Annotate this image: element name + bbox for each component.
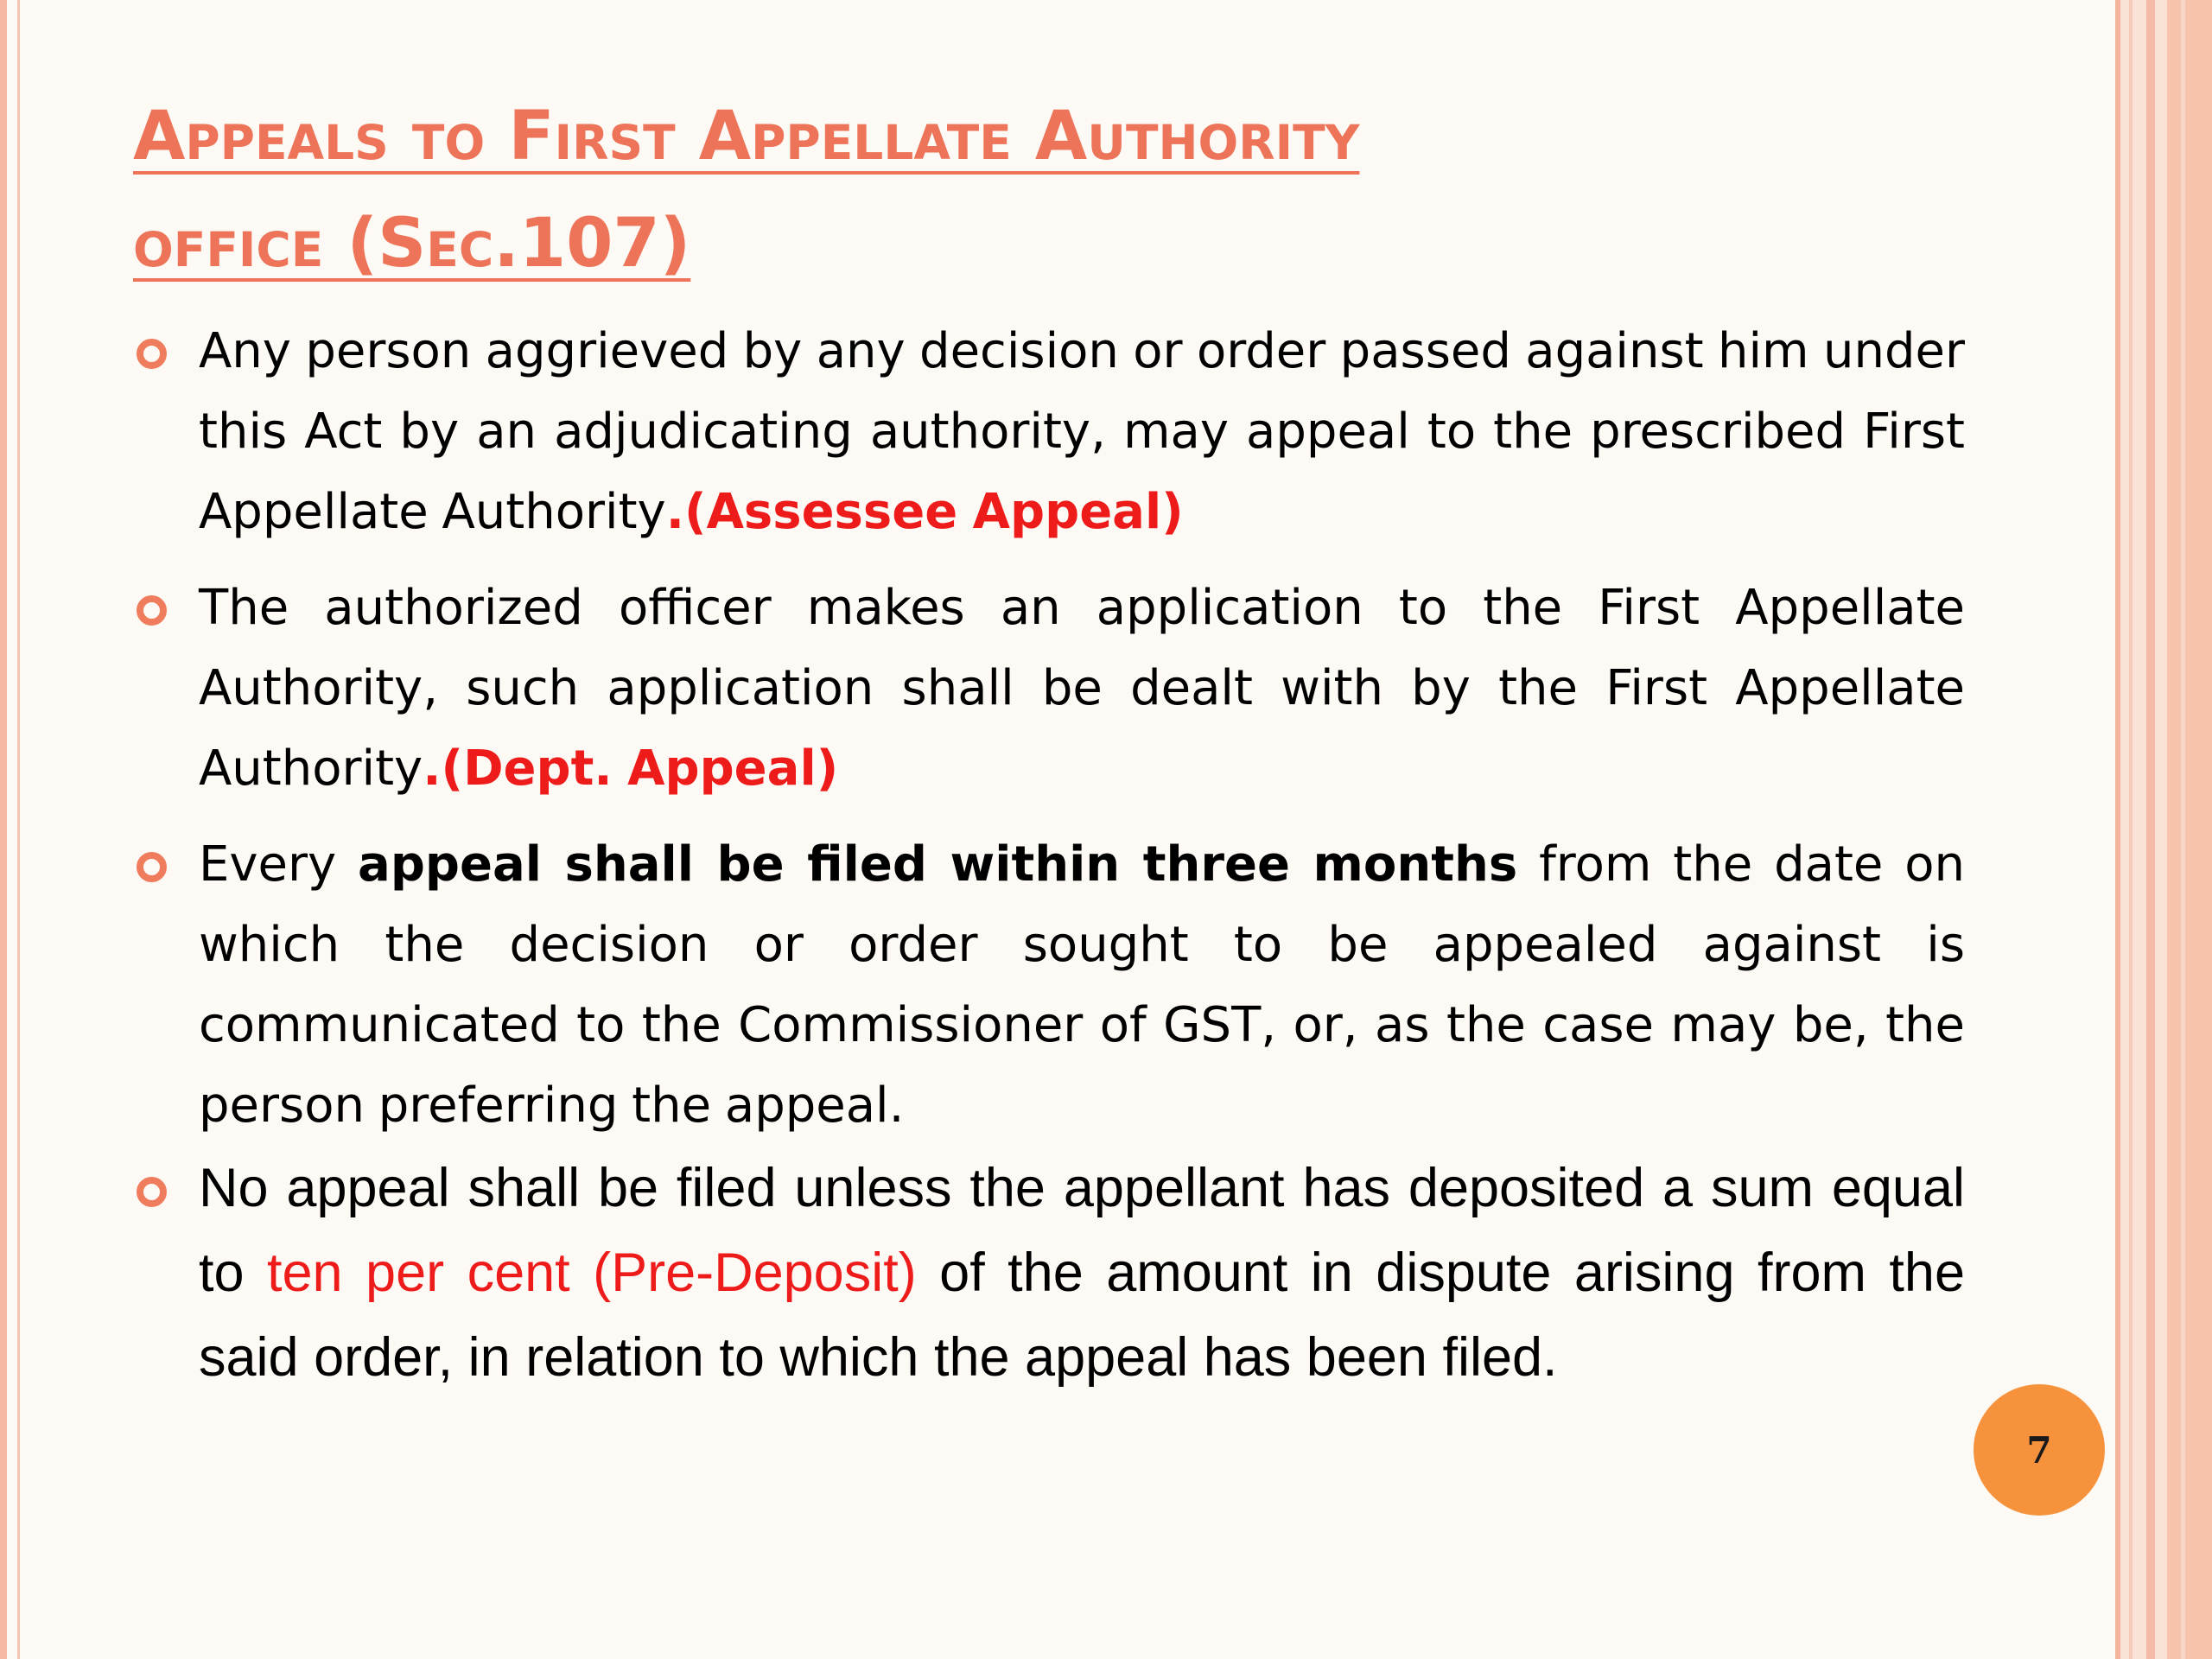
- frame-right-stripe: [2129, 0, 2133, 1659]
- bullet-text: The authorized officer makes an application to the First Appellate Authority, such application shall be dealt with by the First Appellate Authority: [199, 580, 1965, 797]
- bullet-item: [130, 568, 1965, 809]
- bullet-item: [130, 311, 1965, 552]
- slide-title-line-2: office (Sec.107): [133, 205, 691, 283]
- bullet-text-continued: from the date on which the decision or order sought to be appealed against is communicated to the Commissioner of GST, or, as the case may be, the person preferring the appeal.: [199, 836, 1965, 1134]
- bullet-circle-icon: [137, 1177, 167, 1207]
- frame-left-border: [0, 0, 7, 1659]
- slide-title-line-1: Appeals to First Appellate Authority: [133, 98, 1360, 175]
- assessee-appeal-label: .(Assessee Appeal): [665, 484, 1184, 540]
- bullet-circle-icon: [137, 595, 167, 626]
- frame-right-stripe: [2115, 0, 2120, 1659]
- bullet-text: No appeal shall be filed unless the appellant has deposited a sum equal to: [199, 1158, 1965, 1303]
- page-number-badge: 7: [1974, 1384, 2105, 1516]
- frame-right-stripe: [2146, 0, 2155, 1659]
- bullet-text-continued: of the amount in dispute arising from the said order, in relation to which the appeal has been filed.: [199, 1243, 1965, 1388]
- pre-deposit-highlight: ten per cent (Pre-Deposit): [267, 1243, 917, 1303]
- bullet-item: [130, 824, 1965, 1146]
- bullet-circle-icon: [137, 339, 167, 369]
- slide-title: [133, 83, 2034, 297]
- frame-right-stripe: [2181, 0, 2185, 1659]
- three-months-emphasis: appeal shall be filed within three months: [358, 836, 1518, 893]
- bullet-item: [130, 1146, 1965, 1400]
- frame-right-stripe: [2167, 0, 2212, 1659]
- dept-appeal-label: .(Dept. Appeal): [423, 741, 839, 797]
- frame-left-line: [17, 0, 20, 1659]
- bullet-list: [130, 311, 1965, 1400]
- bullet-text: Any person aggrieved by any decision or order passed against him under this Act by an adjudicating authority, may appeal to the prescribed First Appellate Authority: [199, 323, 1965, 540]
- bullet-text: Every: [199, 836, 359, 893]
- bullet-circle-icon: [137, 852, 167, 882]
